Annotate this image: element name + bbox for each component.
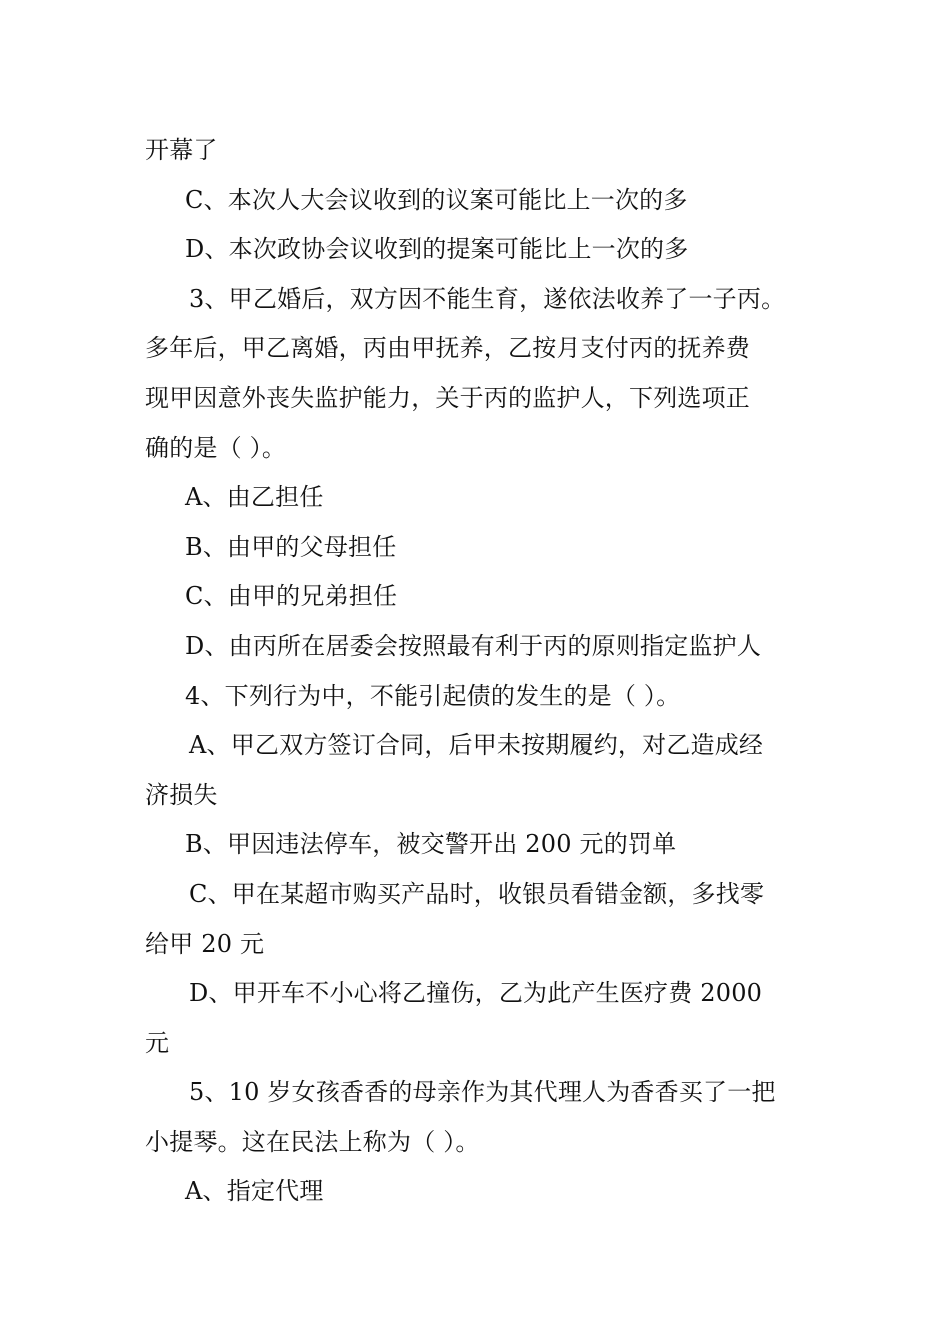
option-a-q5: A、指定代理 bbox=[185, 1177, 324, 1206]
option-b-q3: B、由甲的父母担任 bbox=[185, 532, 397, 561]
question-3-line-2: 多年后，甲乙离婚，丙由甲抚养，乙按月支付丙的抚养费 bbox=[145, 334, 750, 363]
option-c-q4-line-1: C、甲在某超市购买产品时，收银员看错金额，多找零 bbox=[189, 879, 765, 908]
option-a-q4-line-2: 济损失 bbox=[145, 780, 218, 809]
document-body bbox=[145, 126, 825, 1217]
question-4: 4、下列行为中，不能引起债的发生的是（ ）。 bbox=[185, 681, 681, 710]
option-a-q3: A、由乙担任 bbox=[185, 483, 324, 512]
question-3-line-3: 现甲因意外丧失监护能力，关于丙的监护人，下列选项正 bbox=[145, 383, 750, 412]
option-c-q4-line-2: 给甲 20 元 bbox=[145, 929, 265, 958]
option-a-q4-line-1: A、甲乙双方签订合同，后甲未按期履约，对乙造成经 bbox=[189, 731, 764, 760]
text-line-continuation: 开幕了 bbox=[145, 136, 218, 164]
option-d-q3: D、由丙所在居委会按照最有利于丙的原则指定监护人 bbox=[185, 631, 762, 660]
option-d-q4-line-2: 元 bbox=[145, 1028, 170, 1057]
option-d-q4-line-1: D、甲开车不小心将乙撞伤，乙为此产生医疗费 2000 bbox=[189, 979, 763, 1008]
question-3-line-1: 3、甲乙婚后，双方因不能生育，遂依法收养了一子丙。 bbox=[189, 284, 786, 313]
question-5-line-2: 小提琴。这在民法上称为（ ）。 bbox=[145, 1127, 480, 1156]
option-d-q2: D、本次政协会议收到的提案可能比上一次的多 bbox=[185, 235, 689, 264]
question-3-line-4: 确的是（ ）。 bbox=[145, 433, 287, 462]
option-c-q3: C、由甲的兄弟担任 bbox=[185, 582, 398, 611]
option-b-q4: B、甲因违法停车，被交警开出 200 元的罚单 bbox=[185, 830, 677, 859]
option-c-q2: C、本次人大会议收到的议案可能比上一次的多 bbox=[185, 185, 688, 214]
question-5-line-1: 5、10 岁女孩香香的母亲作为其代理人为香香买了一把 bbox=[189, 1078, 776, 1107]
